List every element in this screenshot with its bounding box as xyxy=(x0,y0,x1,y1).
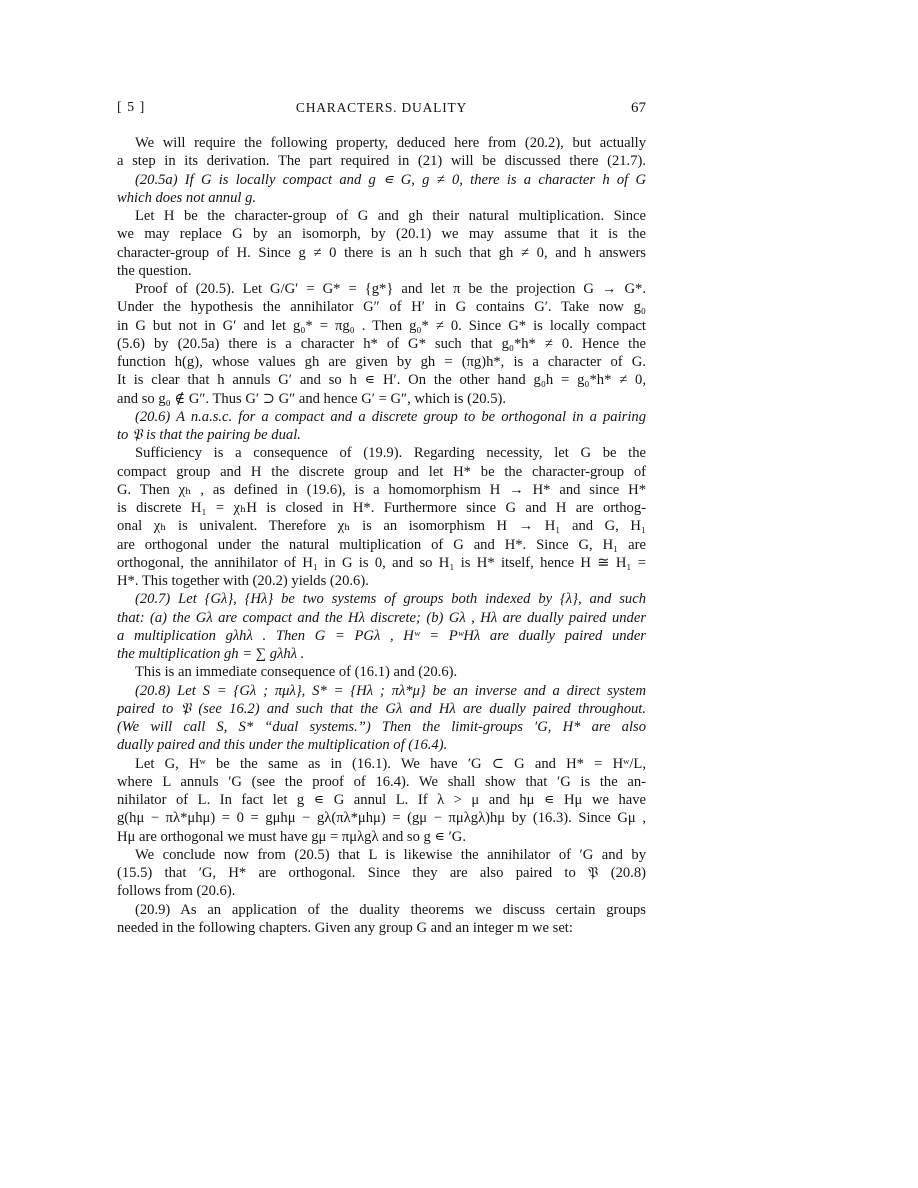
text-line: (20.8) Let S = {Gλ ; πμλ}, S* = {Hλ ; πλ*μ} be an inverse and a direct system xyxy=(135,682,646,699)
text-line: (5.6) by (20.5a) there is a character h* of G* such that g₀*h* ≠ 0. Hence the xyxy=(117,335,646,352)
text-line: needed in the following chapters. Given any group G and an integer m we set: xyxy=(117,919,573,936)
text-line: Under the hypothesis the annihilator G″ of H′ in G contains G′. Take now g₀ xyxy=(117,299,646,316)
text-line: Let H be the character-group of G and gh their natural multiplication. Since xyxy=(135,208,646,224)
text-line: we may replace G by an isomorph, by (20.1) we may assume that it is the xyxy=(117,226,646,243)
text-line: (15.5) that ′G, H* are orthogonal. Since they are also paired to 𝔓 (20.8) xyxy=(117,865,646,881)
text-line: H*. This together with (20.2) yields (20.6). xyxy=(117,573,369,589)
page-number: 67 xyxy=(631,100,646,116)
text-line: (20.5a) If G is locally compact and g ∊ G, g ≠ 0, there is a character h of G xyxy=(135,171,646,188)
text-line: paired to 𝔓 (see 16.2) and such that the Gλ and Hλ are dually paired throughout. xyxy=(117,700,646,717)
text-line: a step in its derivation. The part required in (21) will be discussed there (21.7). xyxy=(117,153,646,170)
text-line: We will require the following property, deduced here from (20.2), but actually xyxy=(135,135,646,151)
running-header xyxy=(117,100,646,122)
text-line: We conclude now from (20.5) that L is likewise the annihilator of ′G and by xyxy=(135,846,646,863)
text-line: the multiplication gh = ∑ gλhλ . xyxy=(117,646,305,662)
text-line: (20.9) As an application of the duality theorems we discuss certain groups xyxy=(135,901,646,918)
text-line: Hμ are orthogonal we must have gμ = πμλgλ and so g ∊ ′G. xyxy=(117,828,466,845)
text-line: Let G, Hʷ be the same as in (16.1). We have ′G ⊂ G and H* = Hʷ/L, xyxy=(135,755,646,772)
text-line: compact group and H the discrete group and let H* be the character-group of xyxy=(117,463,646,480)
text-line: a multiplication gλhλ . Then G = PGλ , Hʷ = PʷHλ are dually paired under xyxy=(117,627,646,644)
section-marker: [ 5 ] xyxy=(117,100,146,115)
text-line: It is clear that h annuls G′ and so h ∊ H′. On the other hand g₀h = g₀*h* ≠ 0, xyxy=(117,372,646,389)
text-line: where L annuls ′G (see the proof of 16.4). We shall show that ′G is the an- xyxy=(117,773,646,790)
text-line: character-group of H. Since g ≠ 0 there is an h such that gh ≠ 0, and h answers xyxy=(117,244,646,261)
text-line: onal χₕ is univalent. Therefore χₕ is an isomorphism H → H₁ and G, H₁ xyxy=(117,518,646,535)
text-line: Sufficiency is a consequence of (19.9). Regarding necessity, let G be the xyxy=(135,445,646,462)
text-line: the question. xyxy=(117,262,192,279)
text-line: which does not annul g. xyxy=(117,189,257,206)
text-line: (We will call S, S* “dual systems.”) Then the limit-groups ′G, H* are also xyxy=(117,719,646,735)
text-line: dually paired and this under the multiplication of (16.4). xyxy=(117,737,448,754)
text-line: This is an immediate consequence of (16.1) and (20.6). xyxy=(135,664,458,681)
text-line: (20.6) A n.a.s.c. for a compact and a discrete group to be orthogonal in a pairing xyxy=(135,408,646,425)
text-line: G. Then χₕ , as defined in (19.6), is a homomorphism H → H* and since H* xyxy=(117,481,646,498)
text-line: g(hμ − πλ*μhμ) = 0 = gμhμ − gλ(πλ*μhμ) = (gμ − πμλgλ)hμ by (16.3). Since Gμ , xyxy=(117,810,646,827)
text-line: function h(g), whose values gh are given by gh = (πg)h*, is a character of G. xyxy=(117,354,646,370)
body-text xyxy=(117,134,646,937)
running-title: CHARACTERS. DUALITY xyxy=(295,100,468,115)
text-line: to 𝔓 is that the pairing be dual. xyxy=(117,427,301,443)
text-line: in G but not in G′ and let g₀* = πg₀ . Then g₀* ≠ 0. Since G* is locally compact xyxy=(117,317,646,334)
text-line: that: (a) the Gλ are compact and the Hλ discrete; (b) Gλ , Hλ are dually paired under xyxy=(117,609,646,626)
text-line: Proof of (20.5). Let G/G′ = G* = {g*} and let π be the projection G → G*. xyxy=(135,281,646,297)
text-line: is discrete H₁ = χₕH is closed in H*. Furthermore since G and H are orthog- xyxy=(117,500,646,516)
text-line: are orthogonal under the natural multiplication of G and H*. Since G, H₁ are xyxy=(117,536,646,553)
text-line: and so g₀ ∉ G″. Thus G′ ⊃ G″ and hence G′ = G″, which is (20.5). xyxy=(117,390,507,407)
text-line: (20.7) Let {Gλ}, {Hλ} be two systems of groups both indexed by {λ}, and such xyxy=(135,591,646,608)
text-line: orthogonal, the annihilator of H₁ in G is 0, and so H₁ is H* itself, hence H ≅ H₁ = xyxy=(117,554,646,571)
text-line: nihilator of L. In fact let g ∊ G annul L. If λ > μ and hμ ∊ Hμ we have xyxy=(117,792,646,808)
text-line: follows from (20.6). xyxy=(117,883,236,900)
